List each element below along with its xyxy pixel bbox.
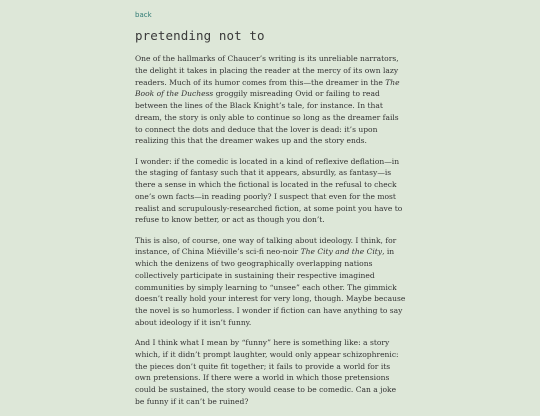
post-paragraph bbox=[135, 337, 407, 408]
book-title: The City and the City bbox=[300, 247, 383, 257]
post-title: pretending not to bbox=[135, 28, 265, 43]
post-paragraph bbox=[135, 53, 407, 147]
post-paragraph bbox=[135, 235, 407, 329]
post-paragraph bbox=[135, 156, 407, 227]
paragraph-text: And I think what I mean by “funny” here is something like: a story which, if it didn’t prompt laughter, would only appear schizophrenic: the pieces don’t quite fit together; it fails to provide a world for its own pretensions. If there were a world in which those pretensions could be sustained, the story would cease to be comedic. Can a joke be funny if it can’t be ruined? bbox=[135, 338, 399, 406]
paragraph-text: I wonder: if the comedic is located in a kind of reflexive deflation—in the staging of fantasy such that it appears, absurdly, as fantasy—is there a sense in which the fictional is located in the refusal to check one’s own facts—in reading poorly? I suspect that even for the most realist and scrupulously-researched fiction, at some point you have to refuse to know better, or act as though you don’t. bbox=[135, 156, 403, 225]
paragraph-text: One of the hallmarks of Chaucer’s writing is its unreliable narrators, the delight it takes in placing the reader at the mercy of its own lazy readers. Much of its humor comes from this—the dreamer in the bbox=[135, 54, 399, 87]
back-link[interactable]: back bbox=[135, 11, 152, 19]
paragraph-text: groggily misreading Ovid or failing to read between the lines of the Black Knight’s tale, for instance. In that dream, the story is only able to continue so long as the dreamer fails to connect the dots and deduce that the lover is dead: it’s upon realizing this that the dreamer wakes up and the story ends. bbox=[135, 89, 399, 146]
book-title: The Book of the Duchess bbox=[135, 77, 400, 99]
post-body bbox=[135, 53, 407, 416]
paragraph-text: , in which the denizens of two geographically overlapping nations collectively participate in sustaining their respective imagined communities by simply learning to “unsee” each other. The gimmick doesn’t really hold your interest for very long, though. Maybe because the novel is so humorless. I wonder if fiction can have anything to say about ideology if it isn’t funny. bbox=[135, 247, 406, 327]
paragraph-text: This is also, of course, one way of talking about ideology. I think, for instance, of China Miéville’s sci-fi neo-noir bbox=[135, 235, 397, 257]
